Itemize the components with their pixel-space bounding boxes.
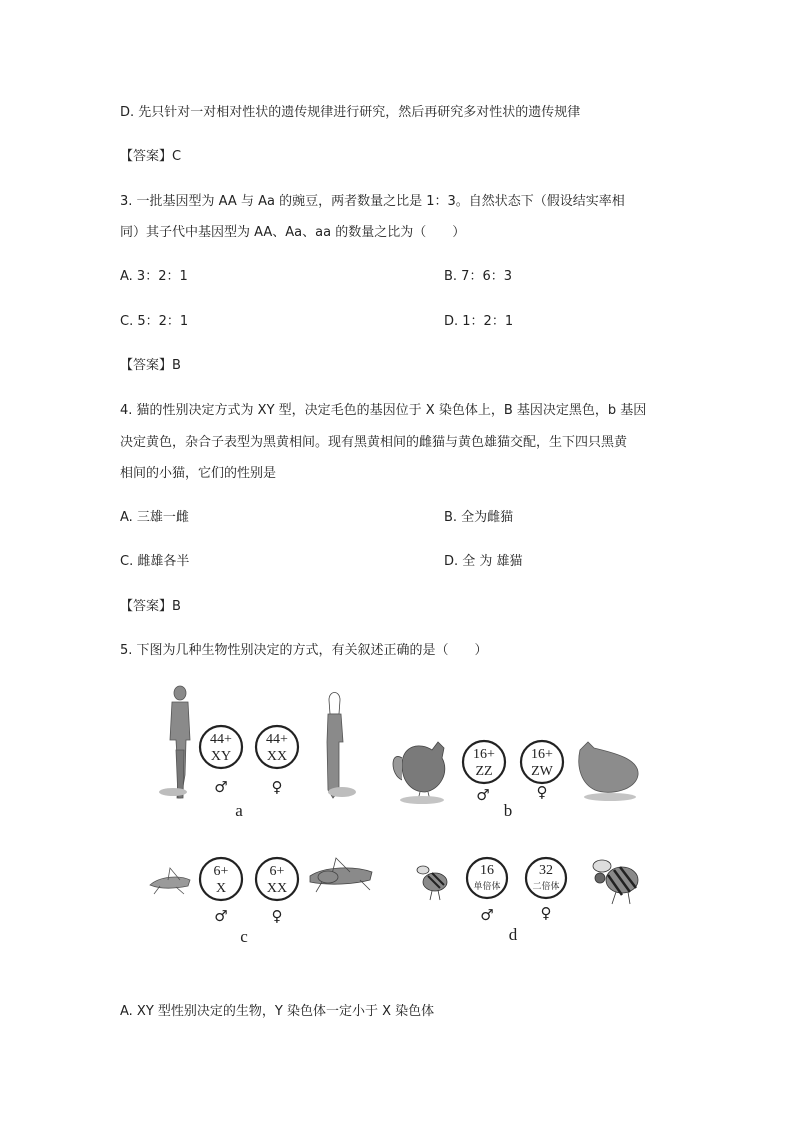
panel-label-a: a <box>235 801 243 820</box>
q3-option-c: C. 5：2：1 <box>120 314 189 329</box>
text-a-female-top: 44+ <box>266 732 288 747</box>
text-c-male-bottom: X <box>215 881 227 896</box>
text-b-female-bottom: ZW <box>531 764 553 779</box>
text-b-female-top: 16+ <box>531 747 553 762</box>
text-d-male-top: 16 <box>480 863 494 878</box>
text-a-male-bottom: XY <box>210 749 232 764</box>
text-d-male-bottom: 单倍体 <box>473 882 501 892</box>
q3-stem-line2: 同）其子代中基因型为 AA、Aa、aa 的数量之比为（ ） <box>120 225 466 240</box>
man-illustration <box>159 686 190 798</box>
male-symbol-d: ♂ <box>480 906 494 924</box>
male-symbol-c: ♂ <box>214 907 228 925</box>
grasshopper-female-illustration <box>310 858 372 892</box>
text-c-male-top: 6+ <box>213 864 229 879</box>
grasshopper-male-illustration <box>150 868 190 894</box>
text-b-male-top: 16+ <box>473 747 495 762</box>
q4-stem-line3: 相间的小猫，它们的性别是 <box>120 466 277 481</box>
q4-stem-line1: 4. 猫的性别决定方式为 XY 型，决定毛色的基因位于 X 染色体上，B 基因决定黑色，b 基因 <box>120 403 647 418</box>
rooster-illustration <box>393 742 445 804</box>
sex-determination-figure <box>140 680 660 950</box>
hen-illustration <box>579 742 638 801</box>
panel-label-b: b <box>503 801 513 820</box>
text-b-male-bottom: ZZ <box>475 764 493 779</box>
q4-option-a: A. 三雄一雌 <box>120 510 189 525</box>
q4-answer: 【答案】B <box>120 599 181 614</box>
text-a-female-bottom: XX <box>266 749 288 764</box>
female-symbol-b: ♀ <box>536 783 548 801</box>
text-c-female-bottom: XX <box>266 881 288 896</box>
male-symbol-a: ♂ <box>214 778 228 796</box>
woman-illustration <box>327 693 356 799</box>
text-c-female-top: 6+ <box>269 864 285 879</box>
q2-option-d: D. 先只针对一对相对性状的遗传规律进行研究，然后再研究多对性状的遗传规律 <box>120 105 581 120</box>
male-symbol-b: ♂ <box>476 786 490 804</box>
text-a-male-top: 44+ <box>210 732 232 747</box>
female-symbol-c: ♀ <box>271 907 283 925</box>
q3-option-d: D. 1：2：1 <box>444 314 514 329</box>
text-d-female-top: 32 <box>539 863 553 878</box>
female-symbol-a: ♀ <box>271 778 283 796</box>
q4-option-d: D. 全 为 雄猫 <box>444 554 523 569</box>
panel-label-d: d <box>508 925 518 944</box>
q3-stem-line1: 3. 一批基因型为 AA 与 Aa 的豌豆，两者数量之比是 1：3。自然状态下（假设结实率相 <box>120 194 625 209</box>
q5-stem: 5. 下图为几种生物性别决定的方式，有关叙述正确的是（ ） <box>120 643 488 658</box>
q3-option-a: A. 3：2：1 <box>120 269 188 284</box>
bee-queen-illustration <box>593 860 638 904</box>
q4-stem-line2: 决定黄色，杂合子表型为黑黄相间。现有黑黄相间的雌猫与黄色雄猫交配，生下四只黑黄 <box>120 435 628 450</box>
text-d-female-bottom: 二倍体 <box>532 882 560 892</box>
q5-option-a: A. XY 型性别决定的生物，Y 染色体一定小于 X 染色体 <box>120 1004 435 1019</box>
q4-option-c: C. 雌雄各半 <box>120 554 190 569</box>
female-symbol-d: ♀ <box>540 904 552 922</box>
q3-answer: 【答案】B <box>120 358 181 373</box>
bee-male-illustration <box>417 866 447 900</box>
panel-label-c: c <box>240 927 248 946</box>
q3-option-b: B. 7：6：3 <box>444 269 512 284</box>
q2-answer: 【答案】C <box>120 149 182 164</box>
q4-option-b: B. 全为雌猫 <box>444 510 514 525</box>
